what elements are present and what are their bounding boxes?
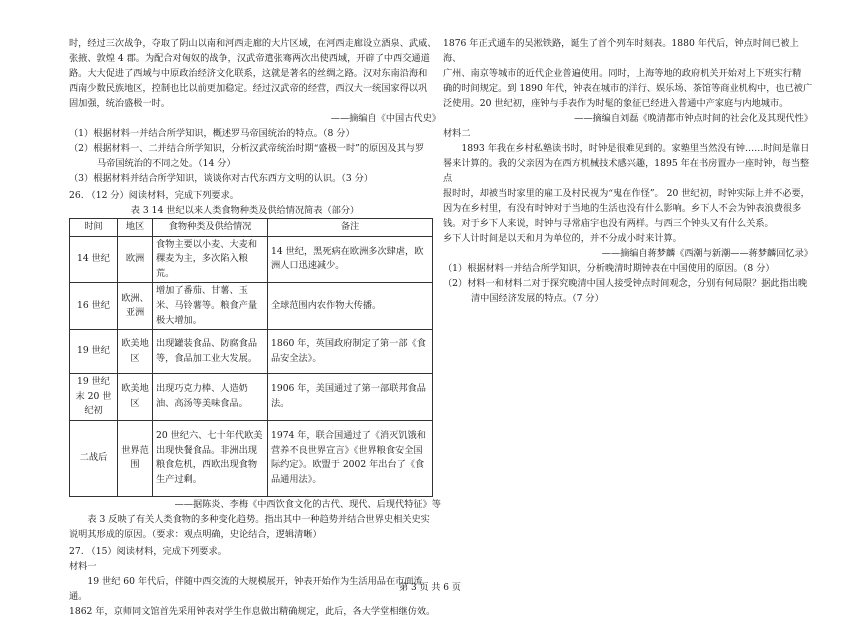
table-cell: 二战后 [70, 420, 118, 496]
material-label: 材料一 [69, 560, 97, 572]
table-cell: 19 世纪 [70, 330, 118, 374]
text-line: 确的时间规定。到 1890 年代，钟表在城市的洋行、娱乐场、茶馆等商业机构中，也已被广 [443, 83, 813, 94]
right-column [443, 36, 813, 306]
text-line: 表 3 反映了有关人类食物的多种变化趋势。指出其中一种趋势并结合世界史相关史实 [87, 513, 430, 525]
table-cell: 19 世纪末 20 世纪初 [70, 374, 118, 421]
table-cell: 出现罐装食品、防腐食品等，食品加工业大发展。 [153, 330, 268, 374]
source-citation: ——据陈炎、李梅《中西饮食文化的古代、现代、后现代特征》等 [174, 498, 441, 510]
material-label: 材料二 [443, 128, 471, 139]
source-citation: ——摘编自刘磊《晚清都市钟点时间的社会化及其现代性》 [574, 113, 813, 124]
text-line: 路。大大促进了西域与中原政治经济文化联系，这就是著名的丝绸之路。汉对东南沿海和 [69, 68, 428, 79]
table-row [70, 236, 433, 283]
table-header: 地区 [118, 219, 153, 237]
text-line: 钱。对于乡下人来说，时钟与寻常庙宇也没有两样。与西三个钟头又有什么关系。 [443, 218, 774, 229]
table-cell: 出现巧克力棒、人造奶油、高汤等美味食品。 [153, 374, 268, 421]
table-caption: 表 3 14 世纪以来人类食物种类及供给情况简表（部分） [130, 205, 360, 216]
table-header: 备注 [268, 219, 433, 237]
table-cell: 增加了番茄、甘薯、玉米、马铃薯等。粮食产量极大增加。 [153, 283, 268, 330]
text-line: 晷来计算的。我的父亲因为在西方机械技术感兴趣，1895 年在书房置办一座时钟，每当整点 [443, 158, 810, 184]
table-row [70, 330, 433, 374]
question-line: （2）根据材料一、二并结合所学知识，分析汉武帝统治时期“盛极一时”的原因及其与罗 [69, 143, 425, 154]
food-table [69, 218, 433, 497]
table-cell: 1860 年，英国政府制定了第一部《食品安全法》。 [268, 330, 433, 374]
text-line: 广州、南京等城市的近代企业普遍使用。同时，上海等地的政府机关开始对上下班实行精 [443, 68, 802, 79]
table-row [70, 420, 433, 496]
table-cell: 14 世纪，黑死病在欧洲多次肆虐，欧洲人口迅速减少。 [268, 236, 433, 283]
page-number: 第 3 页 共 6 页 [399, 583, 461, 593]
text-line: 西南少数民族地区，控制也比以前更加稳定。经过汉武帝的经营，西汉大一统国家得以巩 [69, 83, 428, 94]
table-cell: 欧洲、亚洲 [118, 283, 153, 330]
source-citation: ——摘编自《中国古代史》 [330, 113, 441, 124]
table-cell: 1974 年，联合国通过了《消灭饥饿和营养不良世界宣言》《世界粮食安全国际约定》。欧盟于 2002 年出台了《食品通用法》。 [268, 420, 433, 496]
question-line: （3）根据材料并结合所学知识，谈谈你对古代东西方文明的认识。（3 分） [69, 173, 374, 184]
table-cell: 欧洲 [118, 236, 153, 283]
question-line: （1）根据材料一并结合所学知识，分析晚清时期钟表在中国使用的原因。（8 分） [443, 263, 775, 274]
table-row [70, 283, 433, 330]
text-line: 1862 年，京师同文馆首先采用钟表对学生作息做出精确规定，此后，各大学堂相继仿效。 [69, 605, 436, 617]
text-line: 张掖、敦煌 4 郡。为配合对匈奴的战争，汉武帝遣张骞两次出使西域，开辟了中西交通道 [69, 53, 430, 64]
text-line: 1876 年正式通车的吴淞铁路，诞生了首个列车时刻表。1880 年代后，钟点时间已被上海、 [443, 38, 799, 64]
question-line: （1）根据材料一并结合所学知识，概述罗马帝国统治的特点。（8 分） [69, 128, 355, 139]
table-cell: 食物主要以小麦、大麦和稞麦为主，多次陷入粮荒。 [153, 236, 268, 283]
question-line: 清中国经济发展的特点。（7 分） [471, 293, 604, 304]
table-cell: 14 世纪 [70, 236, 118, 283]
left-column [69, 36, 441, 619]
question-26-title: 26. （12 分）阅读材料，完成下列要求。 [69, 190, 239, 201]
text-line: 乡下人计时间是以天和月为单位的，并不分成小时来计算。 [443, 233, 682, 244]
table-cell: 16 世纪 [70, 283, 118, 330]
text-line: 说明其形成的原因。（要求：观点明确，史论结合，逻辑清晰） [69, 528, 322, 540]
table-cell: 世界范围 [118, 420, 153, 496]
table-cell: 欧美地区 [118, 330, 153, 374]
table-cell: 欧美地区 [118, 374, 153, 421]
text-line: 泛使用。20 世纪初，座钟与手表作为时髦的象征已经进入普通中产家庭与内地城市。 [443, 98, 789, 109]
table-row [70, 374, 433, 421]
question-line: 马帝国统治的不同之处。（14 分） [97, 158, 236, 169]
text-line: 19 世纪 60 年代后，伴随中西交流的大规模展开，钟表开始作为生活用品在市面流通。 [69, 575, 423, 602]
text-line: 报时时，却被当时家里的雇工及村民视为“鬼在作怪”。 20 世纪初，时钟实际上并不必要， [443, 188, 810, 199]
table-cell: 1906 年，美国通过了第一部联邦食品法。 [268, 374, 433, 421]
table-cell: 全球范围内农作物大传播。 [268, 283, 433, 330]
question-27-title: 27. （15）阅读材料，完成下列要求。 [69, 545, 227, 557]
question-line: （2）材料一和材料二对于探究晚清中国人接受钟点时间观念，分别有何局限？据此指出晚 [443, 278, 808, 289]
text-line: 固加强，统治盛极一时。 [69, 98, 171, 109]
table-header: 时间 [70, 219, 118, 237]
text-line: 时，经过三次战争，夺取了阴山以南和河西走廊的大片区域，在河西走廊设立酒泉、武威、 [69, 38, 437, 49]
table-header-row [70, 219, 433, 237]
table-cell: 20 世纪六、七十年代欧美出现快餐食品。非洲出现粮食危机，西欧出现食物生产过剩。 [153, 420, 268, 496]
text-line: 1893 年我在乡村私塾读书时，时钟是很难见到的。家塾里当然没有钟……时间是靠日 [461, 143, 810, 154]
text-line: 因为在乡村里，有没有时钟对于当地的生活也没有什么影响。乡下人不会为钟表浪费很多 [443, 203, 802, 214]
table-header: 食物种类及供给情况 [153, 219, 268, 237]
source-citation: ——摘编自蒋梦麟《西潮与新潮——蒋梦麟回忆录》 [601, 248, 813, 259]
